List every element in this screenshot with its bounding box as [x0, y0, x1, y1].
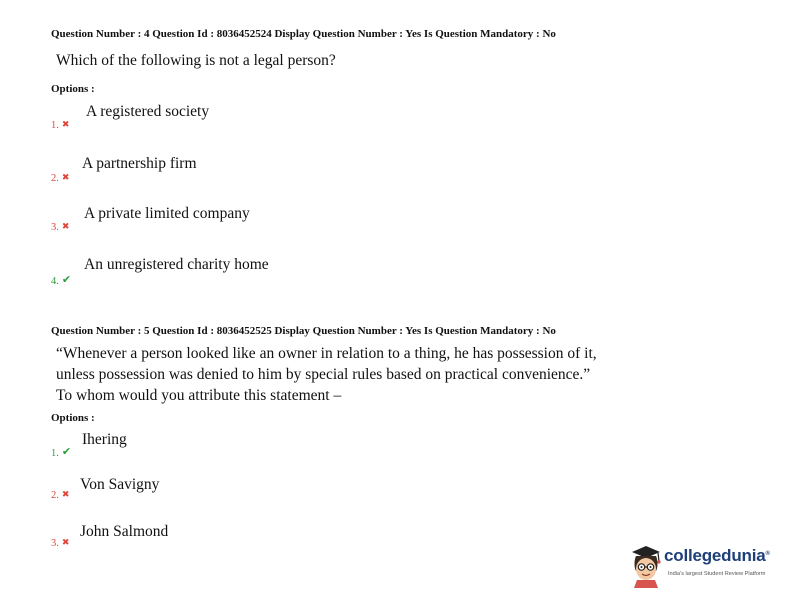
option-number: 3. ✖	[51, 221, 70, 233]
option-number: 1. ✖	[51, 119, 70, 131]
option-text: John Salmond	[80, 523, 169, 540]
option-text: Ihering	[82, 431, 127, 448]
question-5-options-label: Options :	[51, 412, 95, 424]
cross-icon: ✖	[61, 537, 70, 547]
logo-name: collegedunia®	[664, 546, 770, 565]
question-5-text-line: To whom would you attribute this statement –	[56, 387, 342, 404]
check-icon: ✔	[61, 446, 72, 458]
cross-icon: ✖	[61, 489, 70, 499]
mascot-icon	[628, 544, 664, 588]
option-text: An unregistered charity home	[84, 256, 269, 273]
check-icon: ✔	[61, 274, 72, 286]
option-text: A private limited company	[84, 205, 250, 222]
question-5-header: Question Number : 5 Question Id : 8036452525 Display Question Number : Yes Is Question Mandatory : No	[51, 325, 556, 337]
option-number: 2. ✖	[51, 489, 70, 501]
logo-tagline: India's largest Student Review Platform	[668, 571, 766, 577]
collegedunia-logo	[628, 544, 778, 590]
question-4-header: Question Number : 4 Question Id : 8036452524 Display Question Number : Yes Is Question Mandatory : No	[51, 28, 556, 40]
option-number: 3. ✖	[51, 537, 70, 549]
cross-icon: ✖	[61, 172, 70, 182]
option-text: A partnership firm	[82, 155, 197, 172]
cross-icon: ✖	[61, 221, 70, 231]
option-number: 1. ✔	[51, 446, 72, 459]
option-number: 4. ✔	[51, 274, 72, 287]
cross-icon: ✖	[61, 119, 70, 129]
question-5-text-line: “Whenever a person looked like an owner in relation to a thing, he has possession of it,	[56, 345, 597, 362]
option-text: Von Savigny	[80, 476, 160, 493]
question-5-text-line: unless possession was denied to him by special rules based on practical convenience.”	[56, 366, 591, 383]
question-4-text: Which of the following is not a legal person?	[56, 52, 336, 69]
option-text: A registered society	[86, 103, 210, 120]
option-number: 2. ✖	[51, 172, 70, 184]
question-4-options-label: Options :	[51, 83, 95, 95]
